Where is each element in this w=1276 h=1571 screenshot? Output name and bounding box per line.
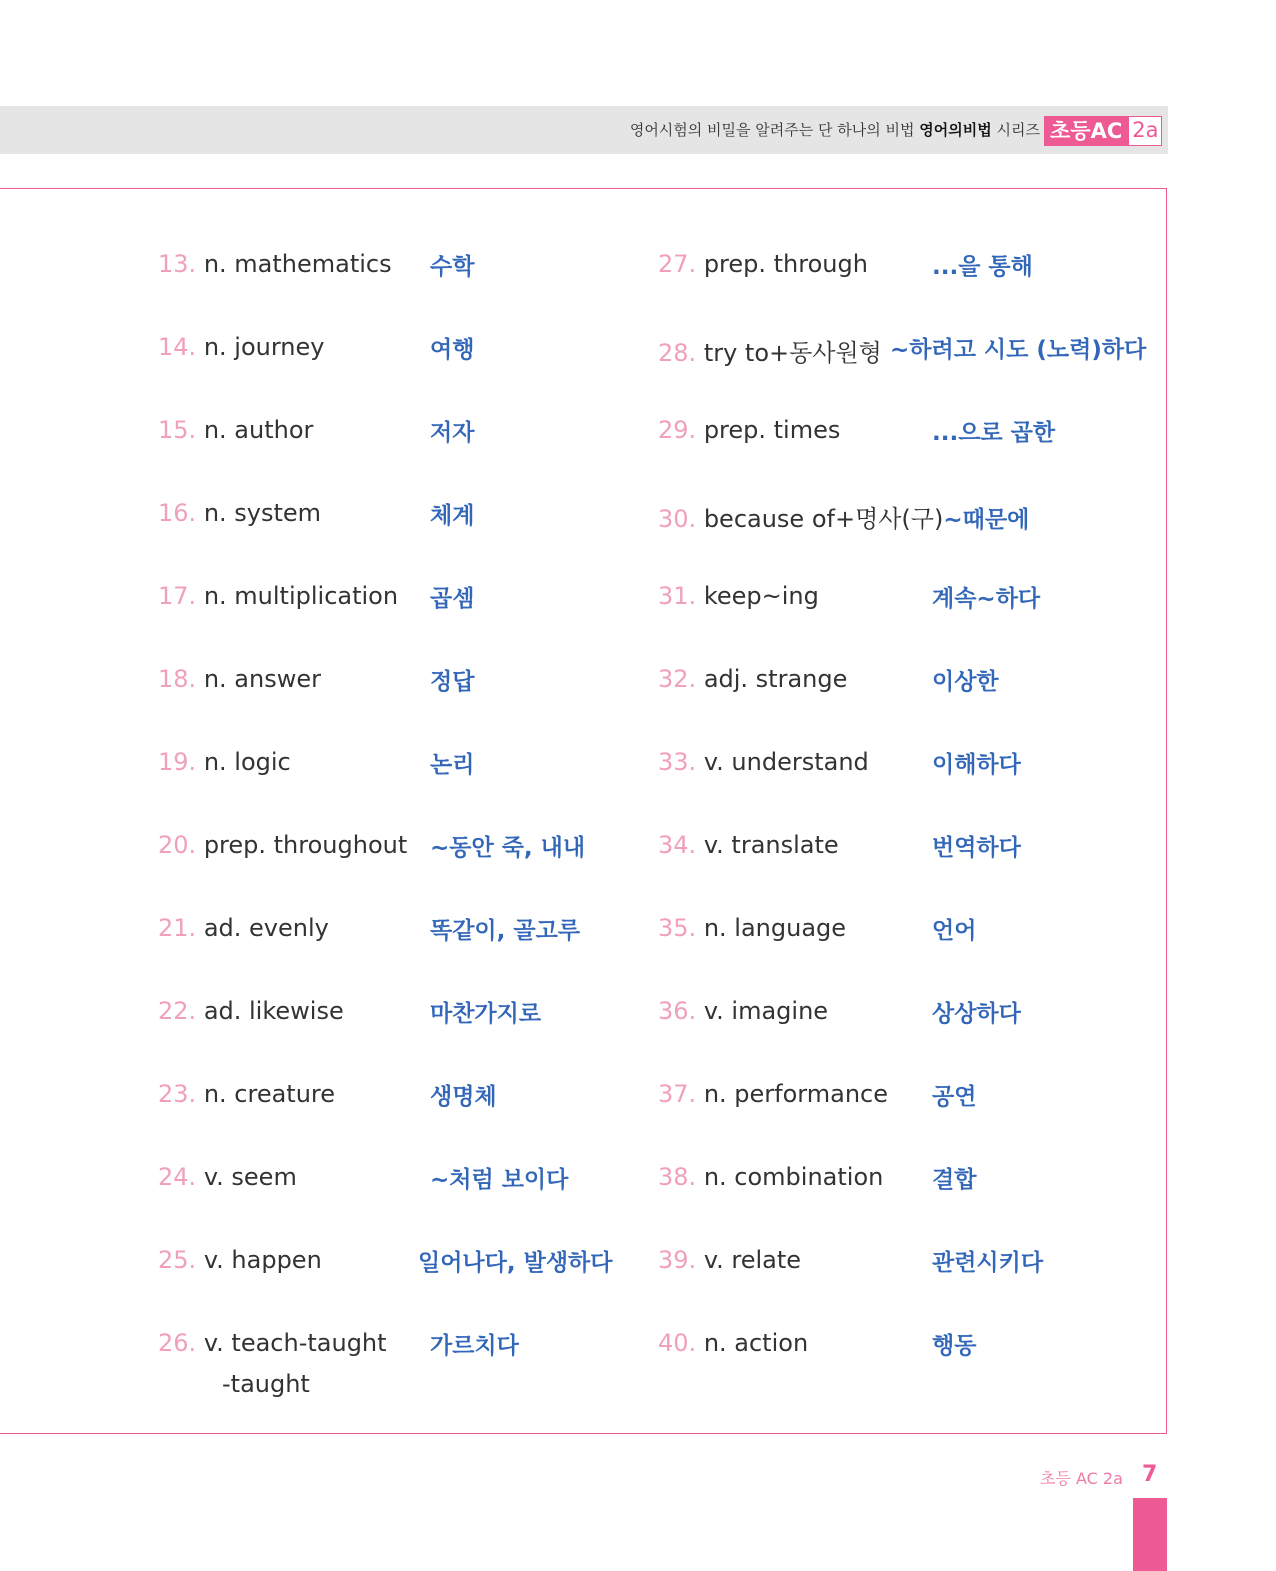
- vocab-entry: [158, 1246, 322, 1274]
- entry-number: 13.: [158, 250, 197, 278]
- entry-korean: ~하려고 시도 (노력)하다: [890, 337, 1147, 363]
- entry-english: because of+명사(구): [703, 505, 944, 533]
- entry-number: 29.: [658, 416, 697, 444]
- series-suffix: 시리즈: [996, 121, 1040, 139]
- series-tagline: [630, 119, 1040, 140]
- entry-english: n. author: [203, 416, 314, 444]
- footer-book-title: 초등 AC 2a: [1040, 1469, 1123, 1488]
- entry-number: 25.: [158, 1246, 197, 1274]
- entry-number: 35.: [658, 914, 697, 942]
- vocab-entry: [158, 250, 392, 278]
- vocab-entry: [158, 914, 329, 942]
- vocab-entry: [158, 665, 321, 693]
- vocab-entry: [158, 831, 407, 859]
- entry-korean: 계속~하다: [932, 586, 1041, 612]
- entry-english: v. teach-taught: [203, 1329, 387, 1357]
- entry-english: n. journey: [203, 333, 325, 361]
- entry-number: 14.: [158, 333, 197, 361]
- entry-korean: 공연: [932, 1084, 977, 1110]
- entry-number: 19.: [158, 748, 197, 776]
- vocab-entry: [158, 997, 344, 1025]
- vocab-entry: [658, 665, 847, 693]
- entry-korean: 수학: [430, 254, 475, 280]
- entry-english: prep. times: [703, 416, 841, 444]
- entry-korean: 번역하다: [932, 835, 1021, 861]
- vocab-entry: [658, 333, 882, 368]
- entry-korean: 가르치다: [430, 1333, 519, 1359]
- entry-korean: 결합: [932, 1167, 977, 1193]
- entry-english: prep. throughout: [203, 831, 408, 859]
- entry-number: 40.: [658, 1329, 697, 1357]
- entry-english: v. translate: [703, 831, 839, 859]
- entry-korean: 일어나다, 발생하다: [418, 1250, 613, 1276]
- vocab-entry: [158, 1329, 387, 1357]
- vocab-entry: [658, 914, 846, 942]
- vocab-entry: [158, 416, 313, 444]
- vocab-entry: [658, 582, 819, 610]
- entry-number: 34.: [658, 831, 697, 859]
- page-number: 7: [1142, 1462, 1158, 1487]
- entry-english: v. understand: [703, 748, 869, 776]
- entry-korean: 상상하다: [932, 1001, 1021, 1027]
- entry-number: 36.: [658, 997, 697, 1025]
- entry-english: keep~ing: [703, 582, 819, 610]
- entry-korean: 논리: [430, 752, 475, 778]
- entry-korean: 여행: [430, 337, 475, 363]
- vocab-entry: [658, 499, 1029, 534]
- entry-english: v. seem: [203, 1163, 297, 1191]
- vocab-entry: [658, 416, 840, 444]
- entry-english: n. combination: [703, 1163, 884, 1191]
- entry-number: 31.: [658, 582, 697, 610]
- entry-number: 20.: [158, 831, 197, 859]
- entry-korean: ...으로 곱한: [932, 420, 1056, 446]
- entry-english: ad. likewise: [203, 997, 344, 1025]
- entry-korean: 똑같이, 골고루: [430, 918, 581, 944]
- page-tab: [1133, 1498, 1167, 1571]
- entry-number: 27.: [658, 250, 697, 278]
- entry-english: n. mathematics: [203, 250, 392, 278]
- entry-number: 24.: [158, 1163, 197, 1191]
- entry-korean: 행동: [932, 1333, 977, 1359]
- entry-english: v. happen: [203, 1246, 322, 1274]
- vocab-entry: [658, 1329, 808, 1357]
- entry-korean: 체계: [430, 503, 475, 529]
- entry-number: 16.: [158, 499, 197, 527]
- entry-korean: 마찬가지로: [430, 1001, 542, 1027]
- entry-english: try to+동사원형: [703, 339, 882, 367]
- tagline-text: 영어시험의 비밀을 알려주는 단 하나의 비법: [629, 121, 915, 139]
- entry-english: adj. strange: [703, 665, 848, 693]
- entry-number: 38.: [658, 1163, 697, 1191]
- entry-number: 32.: [658, 665, 697, 693]
- entry-korean: 언어: [932, 918, 977, 944]
- vocab-entry: [158, 748, 291, 776]
- entry-number: 30.: [658, 505, 697, 533]
- vocab-entry: [658, 1163, 883, 1191]
- entry-number: 28.: [658, 339, 697, 367]
- entry-english-continued: -taught: [222, 1370, 310, 1398]
- entry-english: n. creature: [203, 1080, 336, 1108]
- entry-english: prep. through: [703, 250, 868, 278]
- entry-english: n. multiplication: [203, 582, 399, 610]
- entry-korean: ...을 통해: [932, 254, 1033, 280]
- vocab-entry: [658, 748, 869, 776]
- vocab-entry: [658, 1246, 801, 1274]
- entry-english: n. system: [203, 499, 322, 527]
- vocab-entry: [658, 831, 839, 859]
- entry-korean: 관련시키다: [932, 1250, 1044, 1276]
- vocab-entry: [158, 582, 398, 610]
- entry-korean: 곱셈: [430, 586, 475, 612]
- entry-korean: ~때문에: [943, 507, 1030, 533]
- series-name: 영어의비법: [919, 121, 992, 139]
- entry-korean: 이해하다: [932, 752, 1021, 778]
- entry-korean: 정답: [430, 669, 475, 695]
- entry-number: 23.: [158, 1080, 197, 1108]
- entry-number: 15.: [158, 416, 197, 444]
- entry-english: v. imagine: [703, 997, 829, 1025]
- series-badge: [1044, 116, 1162, 146]
- entry-english: ad. evenly: [203, 914, 329, 942]
- entry-korean: 생명체: [430, 1084, 497, 1110]
- entry-number: 33.: [658, 748, 697, 776]
- entry-korean: 저자: [430, 420, 475, 446]
- entry-number: 22.: [158, 997, 197, 1025]
- entry-number: 18.: [158, 665, 197, 693]
- entry-english: n. language: [703, 914, 847, 942]
- entry-english: v. relate: [703, 1246, 802, 1274]
- entry-korean: ~동안 죽, 내내: [430, 835, 586, 861]
- badge-main: 초등AC: [1044, 116, 1128, 146]
- badge-level: 2a: [1128, 116, 1162, 146]
- vocab-entry: [658, 250, 868, 278]
- entry-number: 39.: [658, 1246, 697, 1274]
- entry-english: n. answer: [203, 665, 321, 693]
- entry-number: 17.: [158, 582, 197, 610]
- vocab-entry: [158, 1163, 297, 1191]
- vocab-entry: [158, 1080, 335, 1108]
- vocab-entry: [658, 1080, 888, 1108]
- entry-english: n. action: [703, 1329, 809, 1357]
- vocab-entry: [658, 997, 828, 1025]
- entry-number: 26.: [158, 1329, 197, 1357]
- entry-korean: ~처럼 보이다: [430, 1167, 569, 1193]
- vocab-entry: [158, 333, 324, 361]
- entry-english: n. performance: [703, 1080, 888, 1108]
- entry-korean: 이상한: [932, 669, 999, 695]
- entry-english: n. logic: [203, 748, 291, 776]
- vocab-entry: [158, 499, 321, 527]
- entry-number: 37.: [658, 1080, 697, 1108]
- entry-number: 21.: [158, 914, 197, 942]
